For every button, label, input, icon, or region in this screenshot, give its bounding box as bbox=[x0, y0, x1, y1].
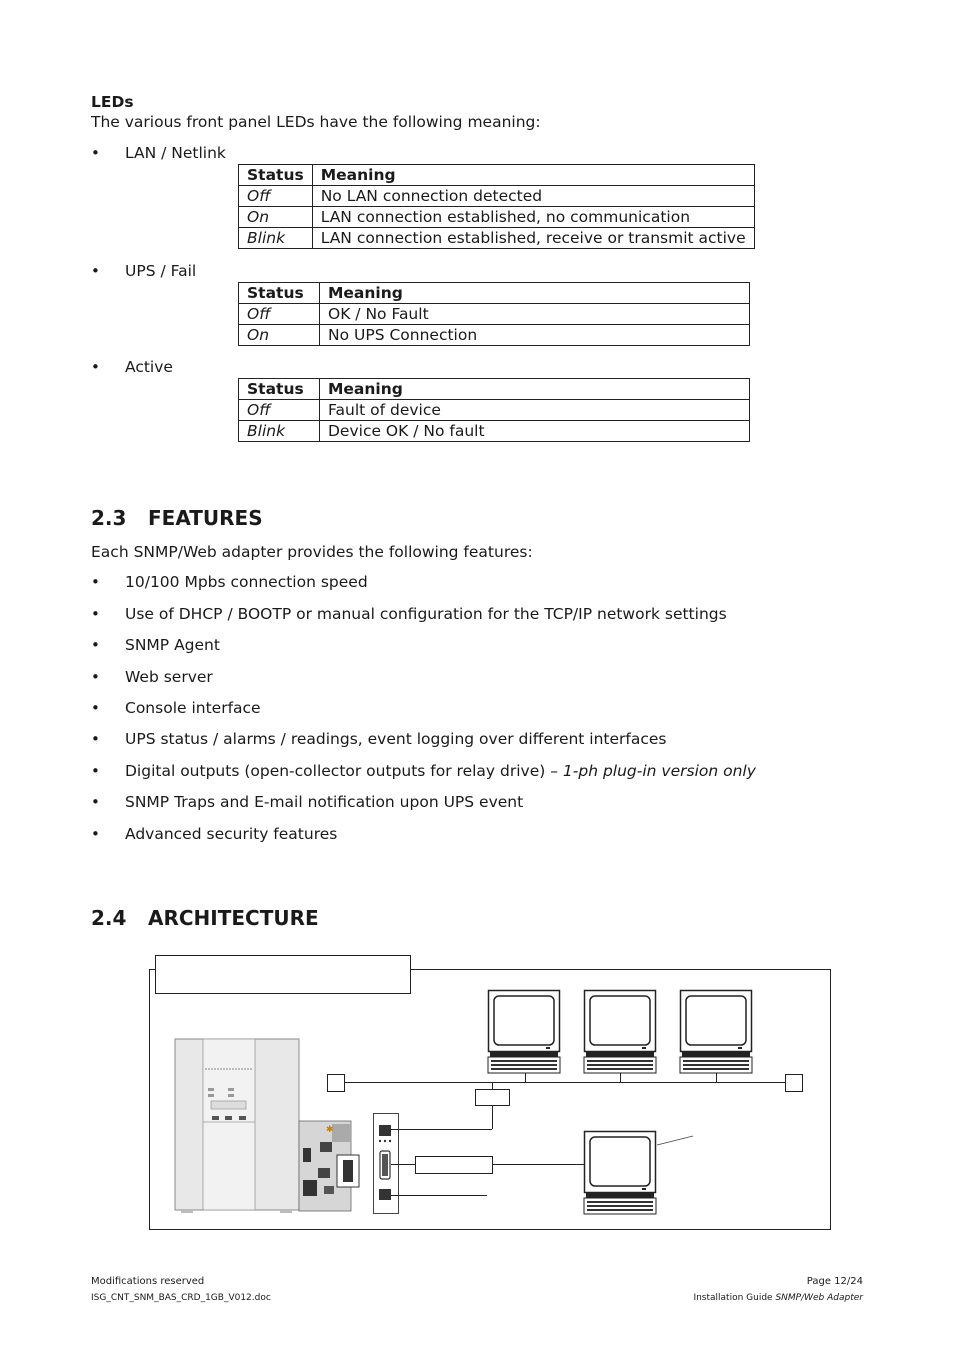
list-item-text: Digital outputs (open-collector outputs for relay drive) – bbox=[125, 762, 563, 780]
status-cell: Blink bbox=[239, 228, 313, 249]
table-header-status: Status bbox=[239, 283, 320, 304]
table-header-meaning: Meaning bbox=[320, 379, 750, 400]
bullet-icon: • bbox=[91, 636, 100, 654]
svg-text:✱: ✱ bbox=[326, 1125, 334, 1135]
table-header-status: Status bbox=[239, 165, 313, 186]
list-item: Advanced security features bbox=[125, 825, 338, 843]
meaning-cell: LAN connection established, receive or transmit active bbox=[312, 228, 754, 249]
led-group-name: LAN / Netlink bbox=[125, 144, 226, 162]
list-item: UPS status / alarms / readings, event logging over different interfaces bbox=[125, 730, 667, 748]
bullet-icon: • bbox=[91, 144, 100, 162]
list-item: Web server bbox=[125, 668, 213, 686]
meaning-cell: Device OK / No fault bbox=[320, 421, 750, 442]
status-cell: Off bbox=[239, 186, 313, 207]
list-item-note: 1-ph plug-in version only bbox=[562, 762, 756, 780]
status-cell: Off bbox=[239, 400, 320, 421]
footer-left-line1: Modifications reserved bbox=[91, 1276, 205, 1287]
diagram-label-box bbox=[156, 956, 411, 994]
list-item: SNMP Traps and E-mail notification upon UPS event bbox=[125, 793, 524, 811]
status-cell: Blink bbox=[239, 421, 320, 442]
section-title: ARCHITECTURE bbox=[148, 906, 319, 930]
adapter-front-plate-icon bbox=[374, 1114, 399, 1214]
status-cell: On bbox=[239, 325, 320, 346]
ups-cabinet-icon bbox=[175, 1039, 299, 1213]
table-header-status: Status bbox=[239, 379, 320, 400]
footer-doc-product: SNMP/Web Adapter bbox=[775, 1293, 863, 1303]
workstation-icon bbox=[680, 991, 752, 1074]
meaning-cell: Fault of device bbox=[320, 400, 750, 421]
list-item: Use of DHCP / BOOTP or manual configuration for the TCP/IP network settings bbox=[125, 605, 727, 623]
section-number: 2.4 bbox=[91, 906, 127, 930]
footer-page-number: Page 12/24 bbox=[806, 1276, 863, 1287]
bullet-icon: • bbox=[91, 793, 100, 811]
bullet-icon: • bbox=[91, 605, 100, 623]
bullet-icon: • bbox=[91, 668, 100, 686]
network-terminator-left bbox=[328, 1075, 345, 1092]
footer-left-line2: ISG_CNT_SNM_BAS_CRD_1GB_V012.doc bbox=[91, 1293, 271, 1303]
bullet-icon: • bbox=[91, 825, 100, 843]
serial-label-box bbox=[416, 1157, 493, 1174]
workstation-icon bbox=[584, 991, 656, 1074]
list-item: 10/100 Mpbs connection speed bbox=[125, 573, 368, 591]
section-title: FEATURES bbox=[148, 506, 263, 530]
footer-doc-title-prefix: Installation Guide bbox=[693, 1293, 776, 1303]
leds-heading: LEDs bbox=[91, 93, 134, 111]
footer-doc-title bbox=[693, 1293, 863, 1303]
bullet-icon: • bbox=[91, 762, 100, 780]
meaning-cell: OK / No Fault bbox=[320, 304, 750, 325]
section-number: 2.3 bbox=[91, 506, 127, 530]
led-group-name: UPS / Fail bbox=[125, 262, 197, 280]
meaning-cell: LAN connection established, no communication bbox=[312, 207, 754, 228]
network-terminator-right bbox=[786, 1075, 803, 1092]
table-header-meaning: Meaning bbox=[320, 283, 750, 304]
meaning-cell: No LAN connection detected bbox=[312, 186, 754, 207]
bullet-icon: • bbox=[91, 262, 100, 280]
led-group-name: Active bbox=[125, 358, 173, 376]
bullet-icon: • bbox=[91, 358, 100, 376]
bullet-icon: • bbox=[91, 699, 100, 717]
features-intro: Each SNMP/Web adapter provides the following features: bbox=[91, 543, 533, 561]
list-item: Console interface bbox=[125, 699, 261, 717]
console-workstation-icon bbox=[584, 1132, 656, 1215]
meaning-cell: No UPS Connection bbox=[320, 325, 750, 346]
network-label-box bbox=[476, 1090, 510, 1106]
workstation-icon bbox=[488, 991, 560, 1074]
adapter-card-icon bbox=[299, 1121, 359, 1211]
status-cell: Off bbox=[239, 304, 320, 325]
bullet-icon: • bbox=[91, 573, 100, 591]
table-header-meaning: Meaning bbox=[312, 165, 754, 186]
leds-intro: The various front panel LEDs have the following meaning: bbox=[91, 113, 541, 131]
bullet-icon: • bbox=[91, 730, 100, 748]
list-item: SNMP Agent bbox=[125, 636, 220, 654]
status-cell: On bbox=[239, 207, 313, 228]
